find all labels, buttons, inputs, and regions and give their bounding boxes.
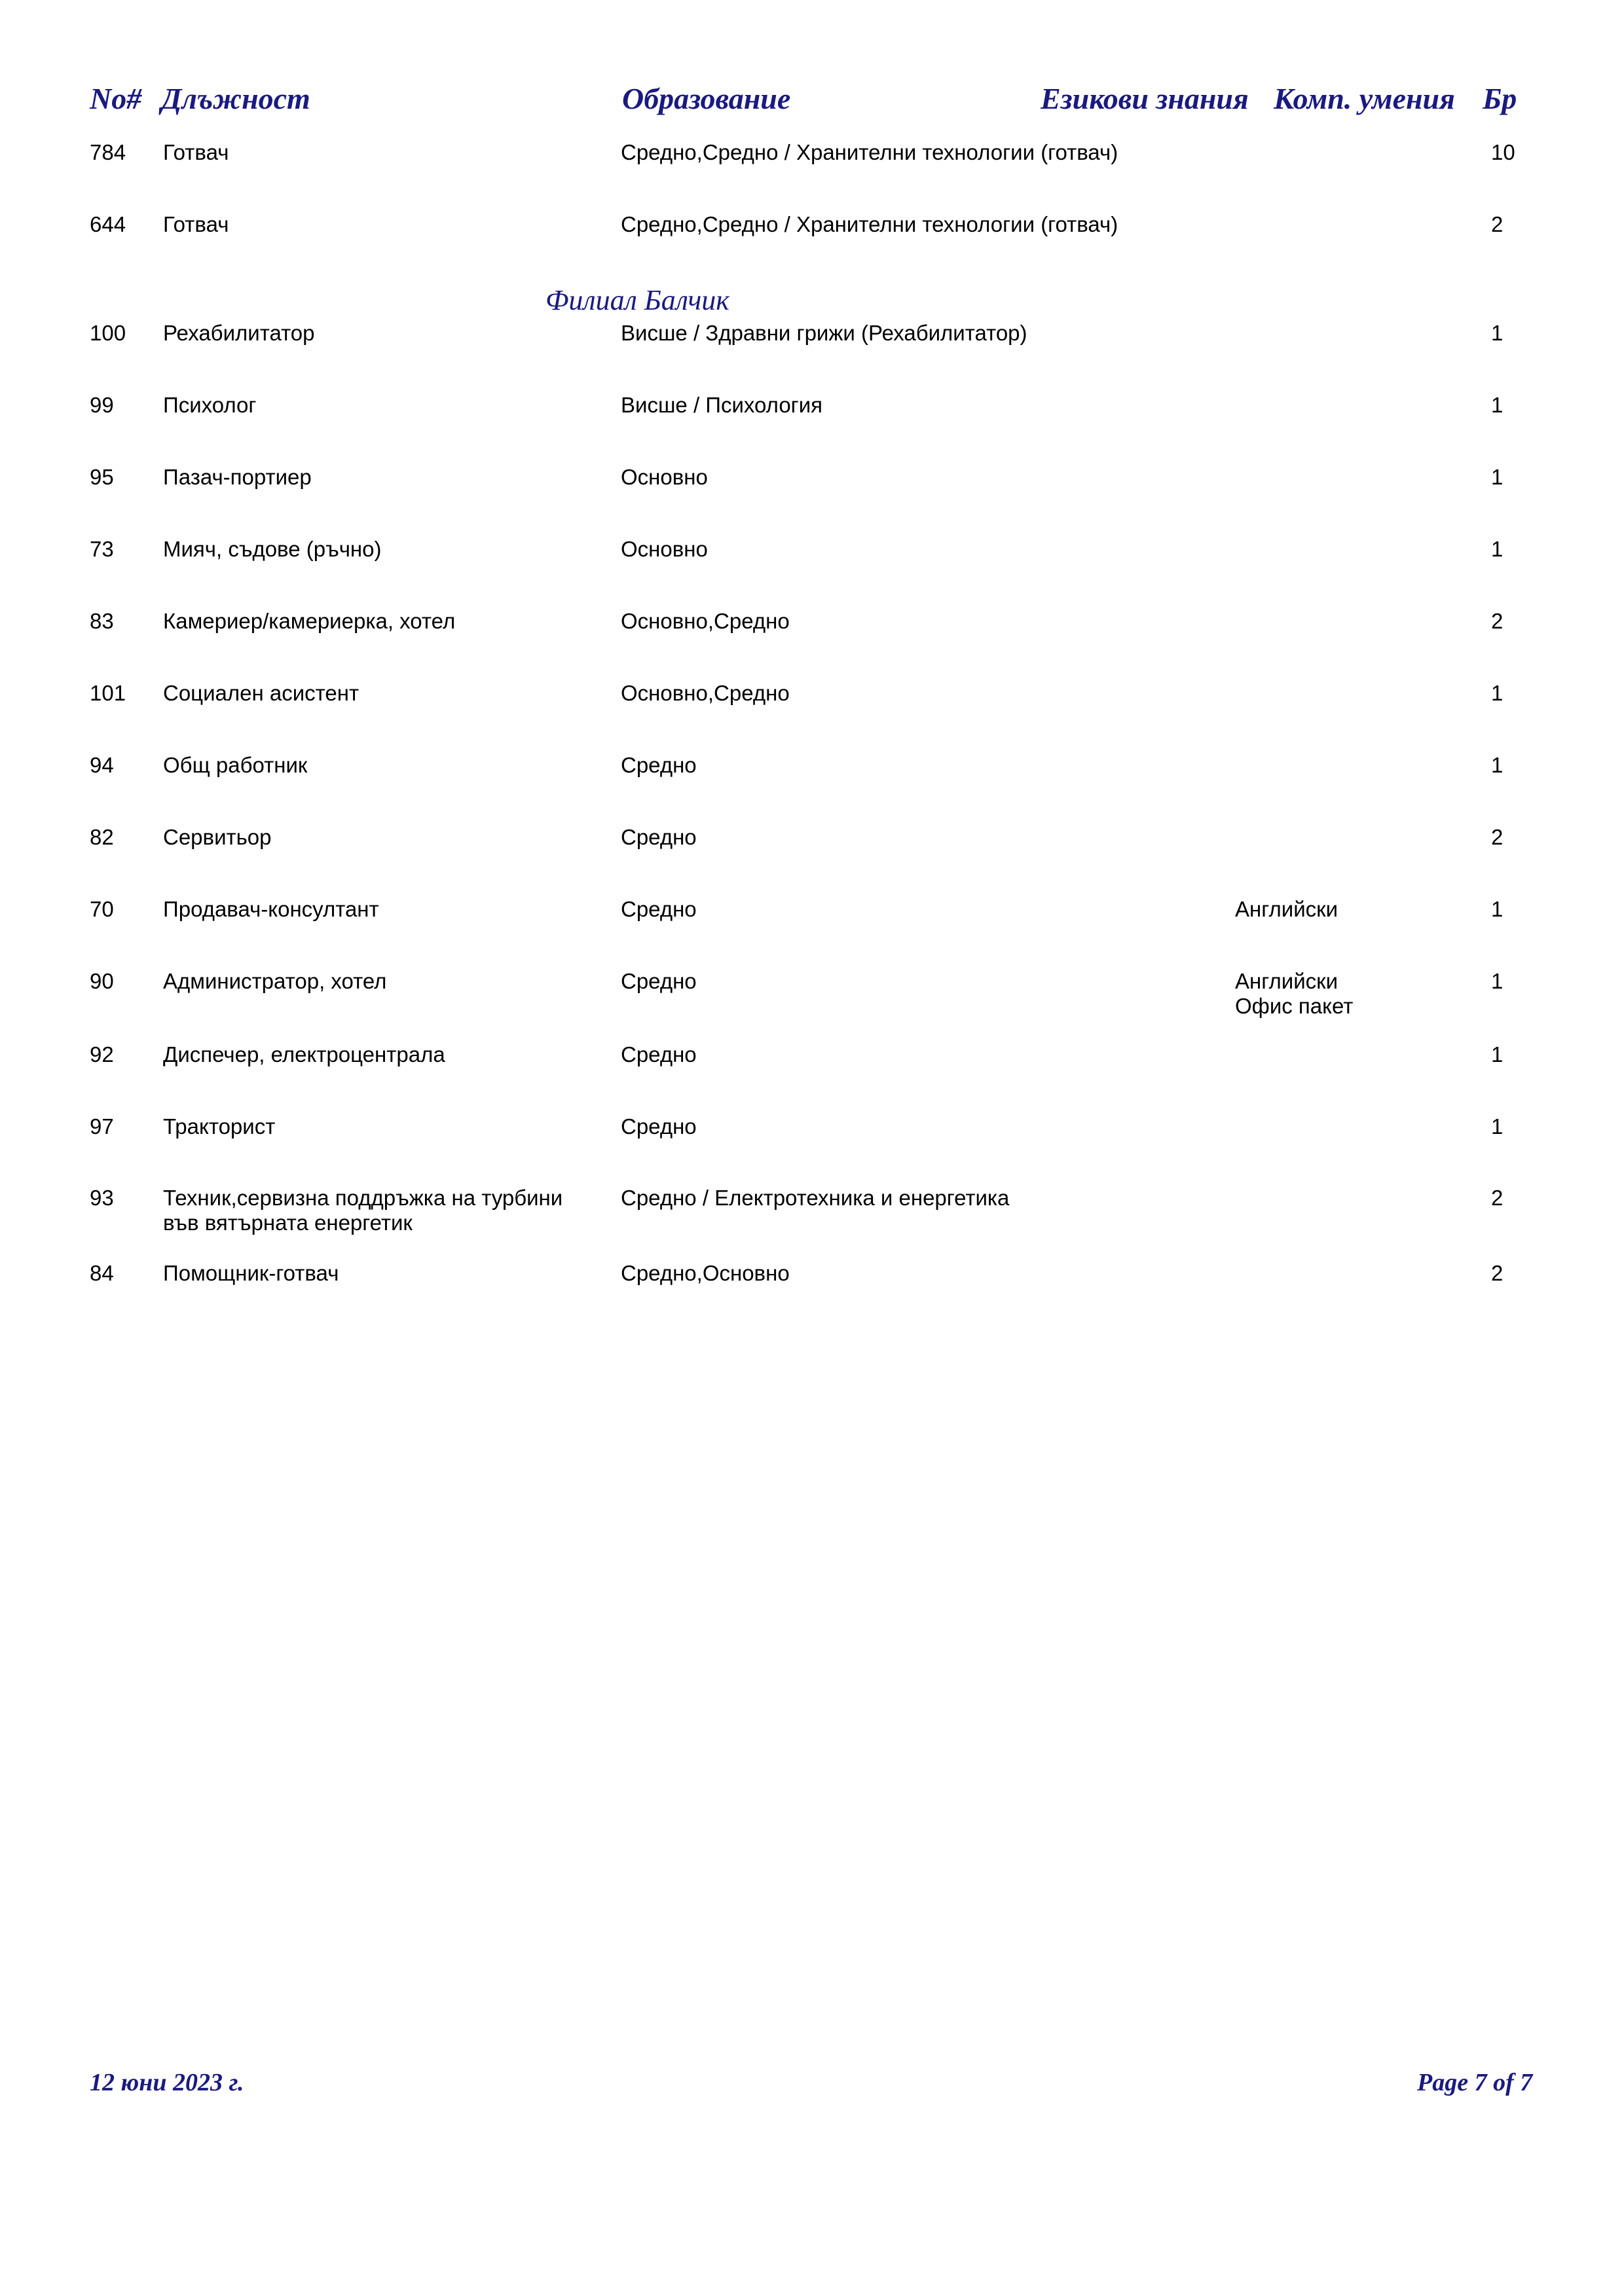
row-position: Пазач-портиер [163, 465, 312, 489]
row-education: Средно,Средно / Хранителни технологии (готвач) [621, 140, 1118, 164]
row-education: Основно [621, 465, 708, 489]
row-number: 82 [90, 825, 114, 849]
row-number: 94 [90, 753, 114, 777]
row-number: 70 [90, 897, 114, 921]
row-number: 784 [90, 140, 126, 164]
row-number: 100 [90, 321, 126, 345]
section-title: Филиал Балчик [545, 284, 729, 316]
row-education: Средно / Електротехника и енергетика [621, 1186, 1010, 1210]
row-count: 1 [1491, 897, 1504, 921]
row-education: Средно,Средно / Хранителни технологии (готвач) [621, 212, 1118, 236]
header-count: Бр [1483, 82, 1517, 115]
row-position: Готвач [163, 140, 229, 164]
row-position-continued: във вятърната енергетик [163, 1211, 413, 1235]
row-education: Висше / Здравни грижи (Рехабилитатор) [621, 321, 1027, 345]
row-education: Средно [621, 897, 697, 921]
row-education: Средно [621, 825, 697, 849]
row-count: 2 [1491, 609, 1504, 633]
row-number: 92 [90, 1042, 114, 1066]
row-number: 90 [90, 969, 114, 993]
header-education: Образование [622, 82, 791, 115]
row-number: 84 [90, 1261, 114, 1285]
row-education: Основно [621, 537, 708, 561]
row-position: Готвач [163, 212, 229, 236]
row-position: Сервитьор [163, 825, 272, 849]
row-count: 1 [1491, 393, 1504, 417]
row-count: 1 [1491, 465, 1504, 489]
row-number: 83 [90, 609, 114, 633]
footer-page-number: Page 7 of 7 [1417, 2069, 1533, 2096]
row-position: Камериер/камериерка, хотел [163, 609, 456, 633]
row-number: 93 [90, 1186, 114, 1210]
row-skill: Английски [1235, 897, 1338, 921]
header-computer-skills: Комп. умения [1274, 82, 1455, 115]
header-languages: Езикови знания [1041, 82, 1249, 115]
row-count: 1 [1491, 537, 1504, 561]
row-education: Средно [621, 1042, 697, 1066]
row-position: Психолог [163, 393, 257, 417]
row-count: 1 [1491, 969, 1504, 993]
row-count: 2 [1491, 1261, 1504, 1285]
row-number: 95 [90, 465, 114, 489]
row-position: Рехабилитатор [163, 321, 315, 345]
row-count: 10 [1491, 140, 1515, 164]
row-count: 1 [1491, 681, 1504, 705]
row-education: Средно [621, 969, 697, 993]
row-education: Средно [621, 1114, 697, 1139]
row-count: 2 [1491, 1186, 1504, 1210]
row-position: Мияч, съдове (ръчно) [163, 537, 382, 561]
row-count: 1 [1491, 1042, 1504, 1066]
row-count: 1 [1491, 1114, 1504, 1139]
row-skill: Английски [1235, 969, 1338, 993]
row-position: Помощник-готвач [163, 1261, 339, 1285]
row-count: 2 [1491, 825, 1504, 849]
row-education: Средно [621, 753, 697, 777]
row-education: Основно,Средно [621, 609, 790, 633]
row-education: Основно,Средно [621, 681, 790, 705]
header-position: Длъжност [161, 82, 310, 115]
row-position: Техник,сервизна поддръжка на турбини [163, 1186, 563, 1210]
row-education: Висше / Психология [621, 393, 823, 417]
row-skill: Офис пакет [1235, 994, 1354, 1018]
header-no: No# [90, 82, 142, 115]
row-number: 101 [90, 681, 126, 705]
row-count: 2 [1491, 212, 1504, 236]
row-number: 99 [90, 393, 114, 417]
row-position: Социален асистент [163, 681, 360, 705]
row-position: Администратор, хотел [163, 969, 387, 993]
row-number: 644 [90, 212, 126, 236]
footer-date: 12 юни 2023 г. [90, 2069, 244, 2096]
row-position: Диспечер, електроцентрала [163, 1042, 445, 1066]
row-position: Тракторист [163, 1114, 276, 1139]
row-count: 1 [1491, 321, 1504, 345]
row-count: 1 [1491, 753, 1504, 777]
row-number: 97 [90, 1114, 114, 1139]
row-position: Общ работник [163, 753, 308, 777]
row-position: Продавач-консултант [163, 897, 379, 921]
row-number: 73 [90, 537, 114, 561]
row-education: Средно,Основно [621, 1261, 790, 1285]
